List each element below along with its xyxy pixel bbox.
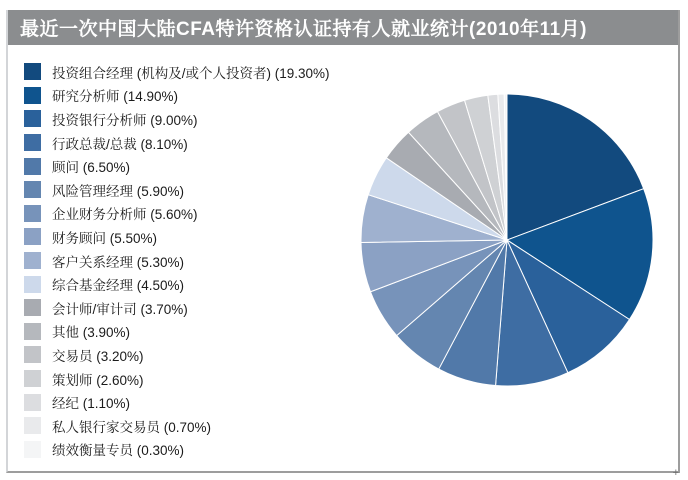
- legend-swatch-icon: [24, 110, 41, 127]
- legend-swatch-icon: [24, 441, 41, 458]
- legend-swatch-icon: [24, 299, 41, 316]
- legend-item-label: 交易员 (3.20%): [52, 348, 144, 364]
- chart-title: 最近一次中国大陆CFA特许资格认证持有人就业统计(2010年11月): [20, 19, 588, 40]
- chart-title-bar: [8, 10, 678, 45]
- legend-item: [24, 367, 330, 391]
- legend-item-label: 综合基金经理 (4.50%): [52, 278, 185, 294]
- legend-item: [24, 390, 330, 414]
- legend-item-label: 投资银行分析师 (9.00%): [52, 112, 198, 128]
- legend-swatch-icon: [24, 87, 41, 104]
- legend-swatch-icon: [24, 134, 41, 151]
- legend-item-label: 绩效衡量专员 (0.30%): [52, 443, 185, 459]
- legend-swatch-icon: [24, 63, 41, 80]
- pie-chart: [357, 90, 657, 390]
- legend-item-label: 其他 (3.90%): [52, 325, 131, 341]
- legend-item: [24, 202, 330, 226]
- legend-item-label: 经纪 (1.10%): [52, 396, 131, 412]
- chart-frame: [6, 10, 680, 479]
- legend-item-label: 私人银行家交易员 (0.70%): [52, 419, 212, 435]
- legend-swatch-icon: [24, 205, 41, 222]
- legend-item-label: 研究分析师 (14.90%): [52, 89, 179, 105]
- legend-swatch-icon: [24, 181, 41, 198]
- legend-swatch-icon: [24, 417, 41, 434]
- legend-item: [24, 249, 330, 273]
- legend-swatch-icon: [24, 346, 41, 363]
- legend-swatch-icon: [24, 394, 41, 411]
- legend-swatch-icon: [24, 158, 41, 175]
- pie-chart-svg: [357, 90, 657, 390]
- legend-item-label: 客户关系经理 (5.30%): [52, 254, 185, 270]
- legend-item: [24, 414, 330, 438]
- legend-swatch-icon: [24, 370, 41, 387]
- legend-item: [24, 272, 330, 296]
- legend-item-label: 财务顾问 (5.50%): [52, 230, 158, 246]
- legend-item: [24, 178, 330, 202]
- legend-item-label: 策划师 (2.60%): [52, 372, 144, 388]
- legend-item: [24, 131, 330, 155]
- legend-item: [24, 296, 330, 320]
- legend-item-label: 顾问 (6.50%): [52, 160, 131, 176]
- legend-swatch-icon: [24, 252, 41, 269]
- legend-item: [24, 343, 330, 367]
- legend-item: [24, 60, 330, 84]
- legend-item: [24, 225, 330, 249]
- resize-handle-icon: +: [672, 467, 679, 479]
- legend-item-label: 投资组合经理 (机构及/或个人投资者) (19.30%): [52, 65, 330, 81]
- legend-item-label: 行政总裁/总裁 (8.10%): [52, 136, 188, 152]
- legend-item: [24, 107, 330, 131]
- legend-item-label: 企业财务分析师 (5.60%): [52, 207, 198, 223]
- legend-swatch-icon: [24, 323, 41, 340]
- legend-item: [24, 320, 330, 344]
- pie-legend: [24, 60, 330, 461]
- legend-item-label: 风险管理经理 (5.90%): [52, 183, 185, 199]
- legend-item: [24, 154, 330, 178]
- legend-item-label: 会计师/审计司 (3.70%): [52, 301, 188, 317]
- legend-swatch-icon: [24, 276, 41, 293]
- legend-swatch-icon: [24, 228, 41, 245]
- legend-item: [24, 84, 330, 108]
- legend-item: [24, 438, 330, 462]
